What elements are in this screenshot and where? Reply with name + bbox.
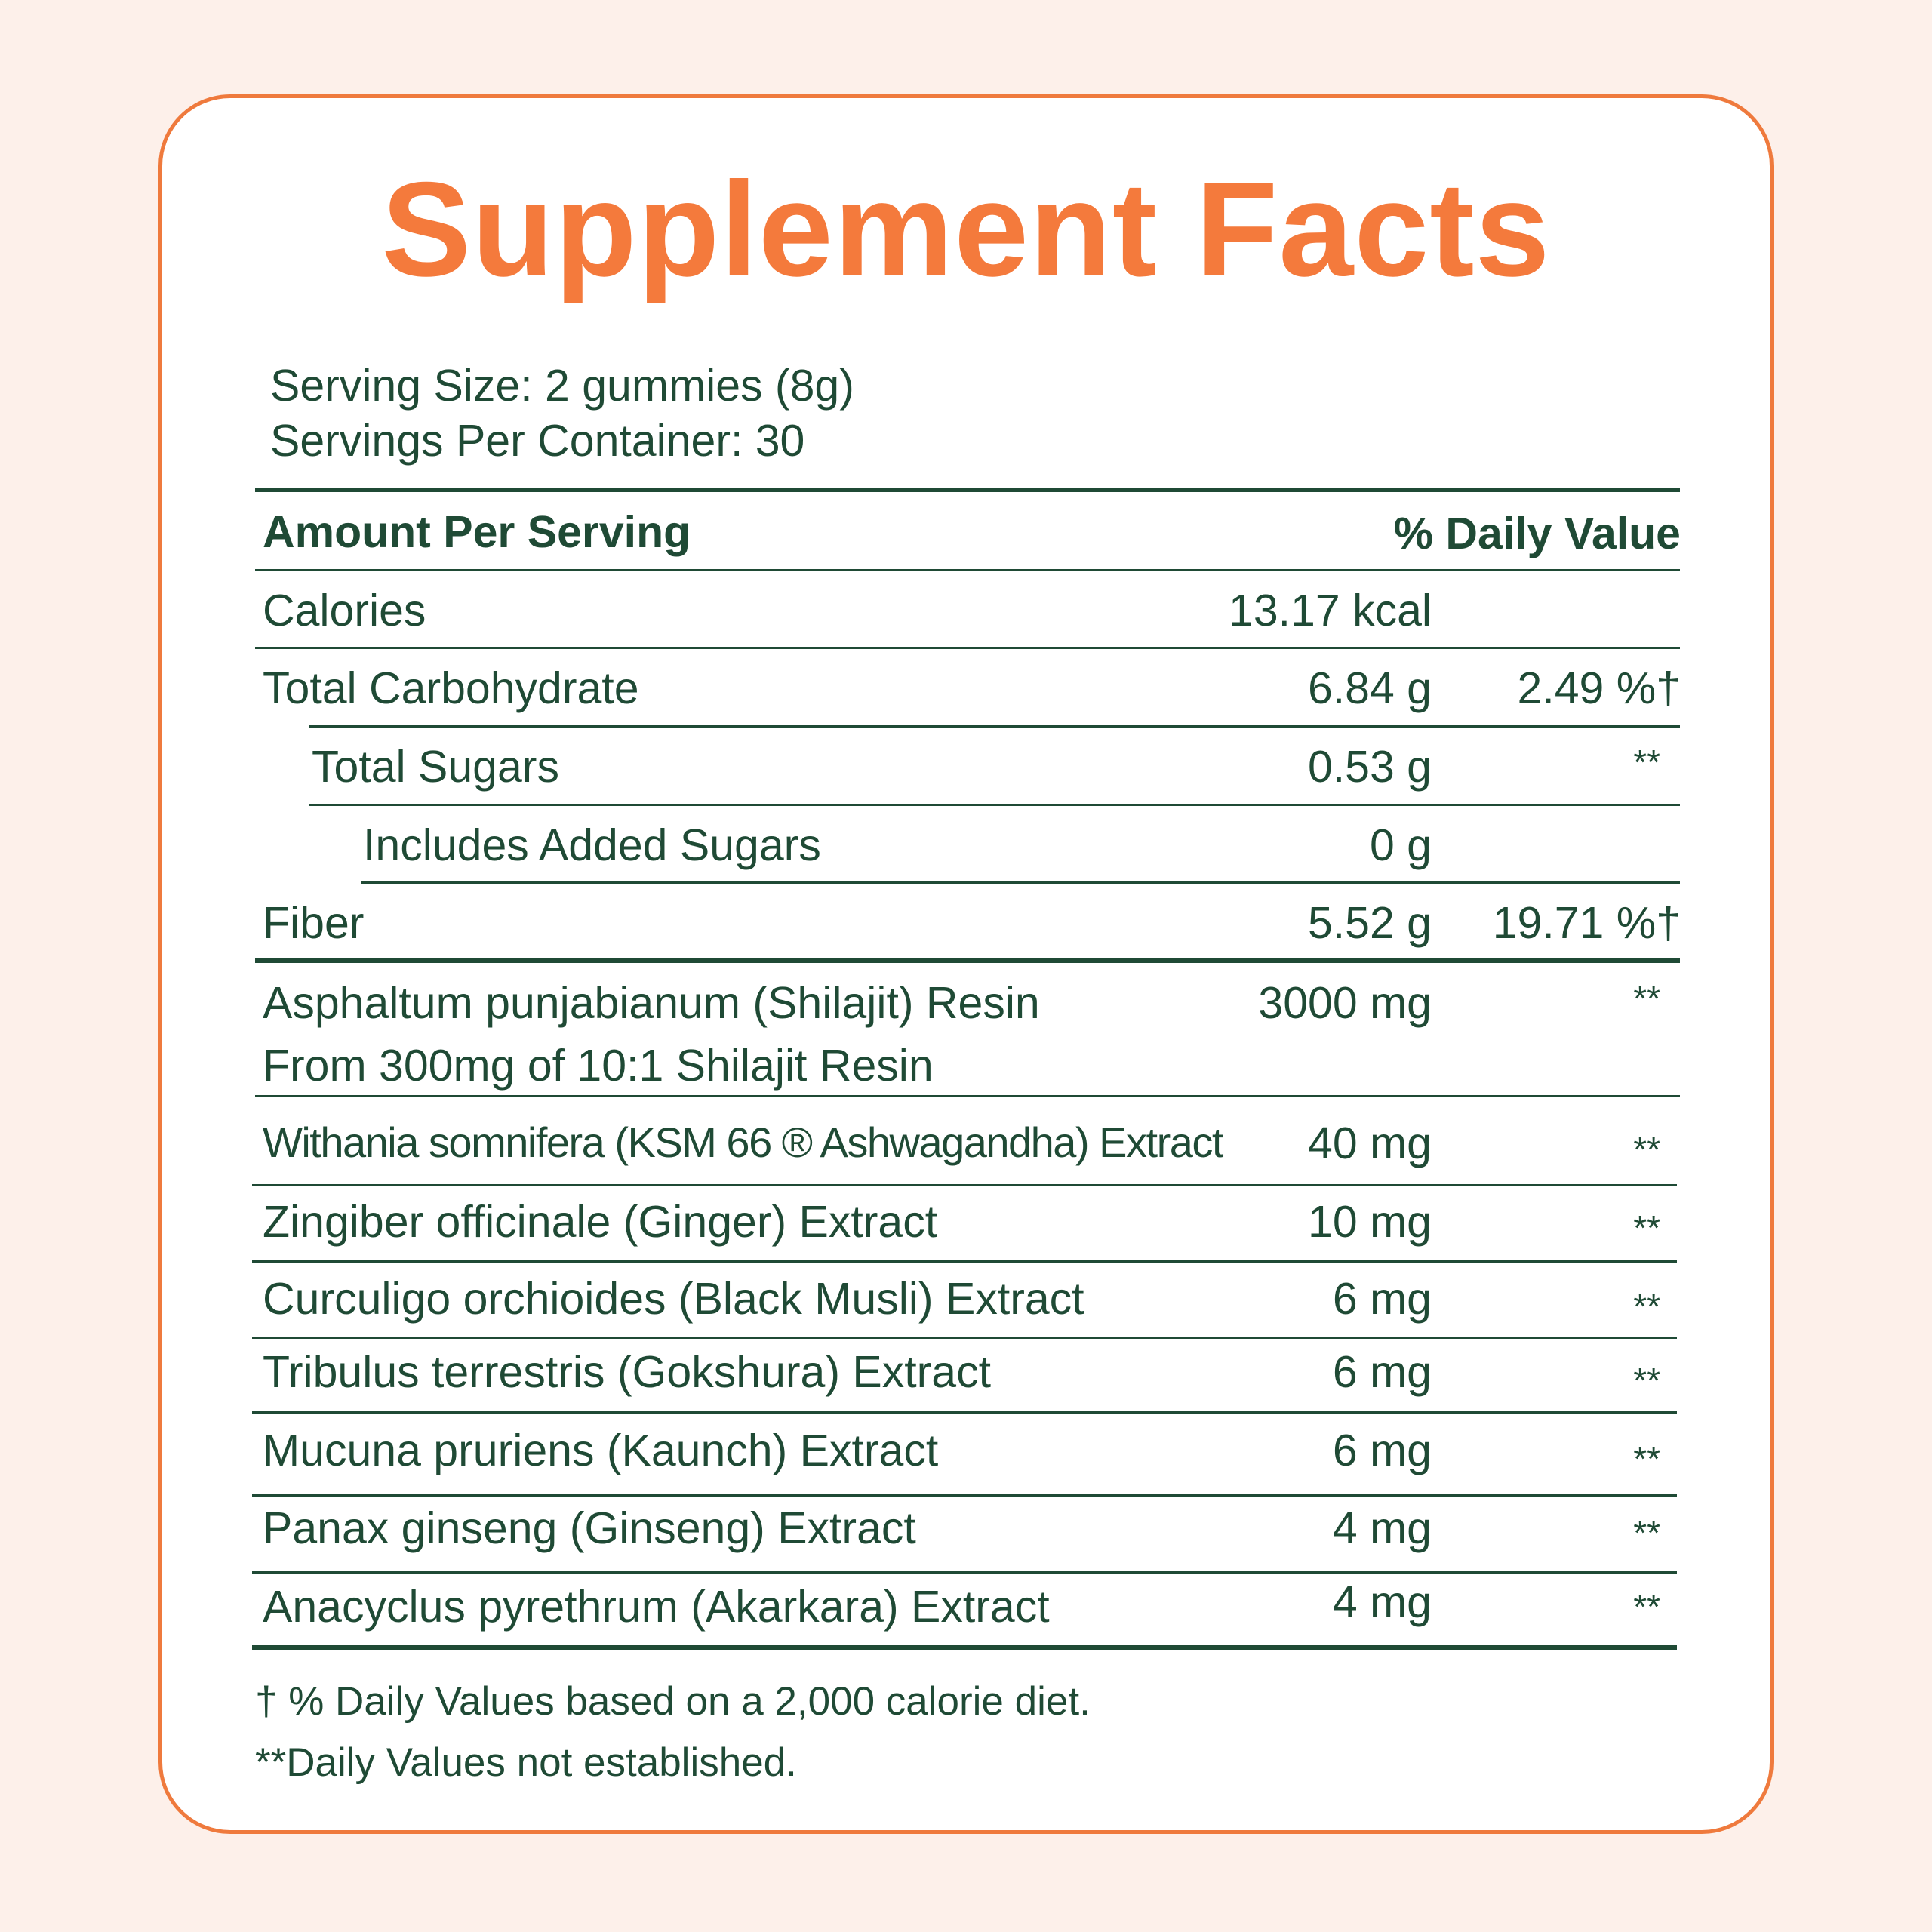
row-amount-akarkara: 4 mg	[1332, 1577, 1432, 1627]
row-amount-fiber: 5.52 g	[1307, 898, 1432, 948]
row-amount-kaunch: 6 mg	[1332, 1426, 1432, 1475]
row-amount-black-musli: 6 mg	[1332, 1274, 1432, 1324]
thick-divider	[255, 958, 1680, 963]
row-dv-total-carbohydrate: 2.49 %†	[1517, 663, 1681, 713]
row-amount-calories: 13.17 kcal	[1229, 586, 1432, 635]
row-name-fiber: Fiber	[263, 898, 365, 948]
row-amount-added-sugars: 0 g	[1369, 820, 1432, 870]
row-subname-shilajit: From 300mg of 10:1 Shilajit Resin	[263, 1041, 934, 1091]
page-title: Supplement Facts	[381, 154, 1551, 304]
row-divider	[309, 725, 1680, 728]
row-divider	[252, 1260, 1677, 1263]
daily-value-header: % Daily Value	[1393, 509, 1681, 558]
row-divider	[252, 1184, 1677, 1186]
row-amount-ashwagandha: 40 mg	[1308, 1118, 1432, 1168]
row-amount-ginger: 10 mg	[1308, 1197, 1432, 1247]
row-dv-ginger: **	[1633, 1208, 1660, 1247]
row-divider	[252, 1411, 1677, 1414]
row-amount-ginseng: 4 mg	[1332, 1503, 1432, 1553]
row-divider	[255, 569, 1680, 571]
serving-size: Serving Size: 2 gummies (8g)	[270, 361, 854, 411]
row-dv-fiber: 19.71 %†	[1492, 898, 1681, 948]
row-amount-shilajit: 3000 mg	[1258, 978, 1432, 1028]
row-amount-gokshura: 6 mg	[1332, 1347, 1432, 1397]
row-divider	[309, 804, 1680, 806]
row-dv-total-sugars: **	[1633, 743, 1660, 782]
row-divider	[252, 1494, 1677, 1497]
row-name-added-sugars: Includes Added Sugars	[363, 820, 821, 870]
row-dv-ashwagandha: **	[1633, 1130, 1660, 1169]
row-divider	[252, 1337, 1677, 1339]
row-name-total-sugars: Total Sugars	[312, 742, 559, 792]
servings-per-container: Servings Per Container: 30	[270, 416, 805, 466]
top-thick-rule	[255, 488, 1680, 492]
row-name-ashwagandha: Withania somnifera (KSM 66 ® Ashwagandha) Extract	[263, 1118, 1223, 1166]
footnote-not-established: **Daily Values not established.	[255, 1740, 797, 1785]
row-amount-total-carbohydrate: 6.84 g	[1307, 663, 1432, 713]
amount-per-serving-header: Amount Per Serving	[263, 507, 691, 557]
row-name-total-carbohydrate: Total Carbohydrate	[263, 663, 639, 713]
row-dv-ginseng: **	[1633, 1513, 1660, 1552]
row-amount-total-sugars: 0.53 g	[1307, 742, 1432, 792]
row-name-black-musli: Curculigo orchioides (Black Musli) Extract	[263, 1274, 1084, 1324]
footnote-daily-values: † % Daily Values based on a 2,000 calorie diet.	[255, 1679, 1091, 1724]
row-dv-shilajit: **	[1633, 979, 1660, 1018]
row-name-ginseng: Panax ginseng (Ginseng) Extract	[263, 1503, 916, 1553]
row-dv-black-musli: **	[1633, 1287, 1660, 1326]
bottom-thick-rule	[252, 1645, 1677, 1650]
row-divider	[255, 1095, 1680, 1097]
row-divider	[255, 647, 1680, 649]
row-dv-gokshura: **	[1633, 1361, 1660, 1400]
row-name-shilajit: Asphaltum punjabianum (Shilajit) Resin	[263, 978, 1040, 1028]
row-name-akarkara: Anacyclus pyrethrum (Akarkara) Extract	[263, 1582, 1050, 1632]
row-name-kaunch: Mucuna pruriens (Kaunch) Extract	[263, 1426, 939, 1475]
row-dv-akarkara: **	[1633, 1587, 1660, 1626]
row-divider	[252, 1571, 1677, 1574]
row-name-ginger: Zingiber officinale (Ginger) Extract	[263, 1197, 938, 1247]
row-name-gokshura: Tribulus terrestris (Gokshura) Extract	[263, 1347, 991, 1397]
row-divider	[361, 881, 1680, 884]
row-dv-kaunch: **	[1633, 1439, 1660, 1478]
row-name-calories: Calories	[263, 586, 426, 635]
